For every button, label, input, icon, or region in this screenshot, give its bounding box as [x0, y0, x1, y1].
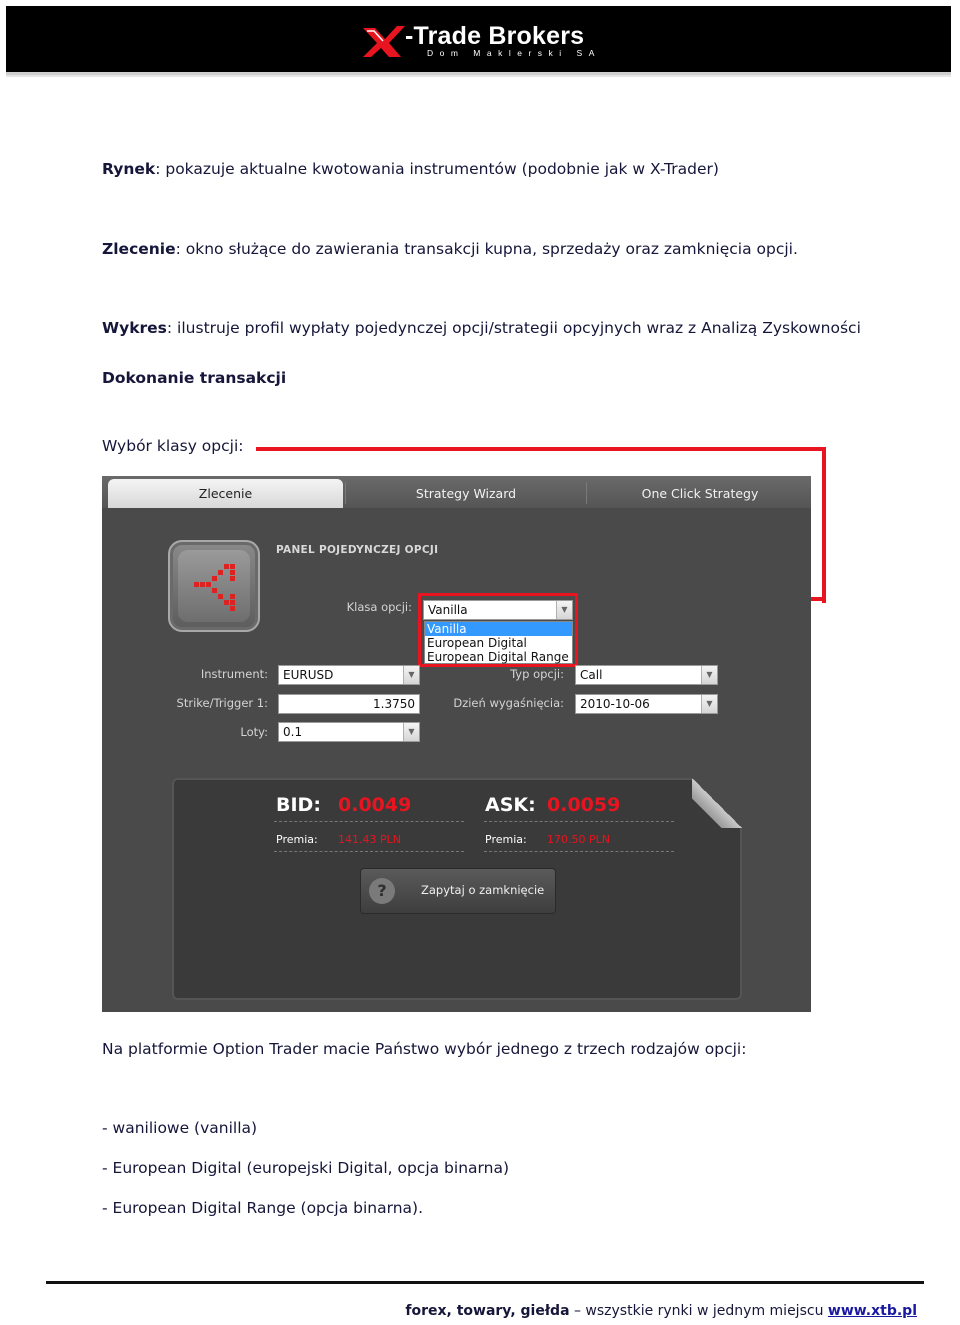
lots-label: Loty: [240, 725, 268, 739]
bid-premium-label: Premia: [276, 833, 318, 846]
platform-intro: Na platformie Option Trader macie Państwo wybór jednego z trzech rodzajów opcji: [102, 1040, 747, 1058]
logo-main-text: -Trade Brokers [405, 22, 585, 50]
divider [484, 851, 674, 852]
request-close-button[interactable] [360, 868, 556, 914]
divider [274, 821, 464, 822]
tab-one-click-strategy[interactable]: One Click Strategy [641, 486, 759, 501]
tab-strategy-wizard[interactable]: Strategy Wizard [415, 486, 517, 501]
ask-value: 0.0059 [547, 794, 621, 816]
lots-select[interactable]: 0.1 ▼ [278, 722, 420, 742]
single-option-panel-icon [168, 540, 260, 632]
request-close-label: Zapytaj o zamknięcie [421, 883, 545, 897]
tab-separator [345, 482, 346, 504]
list-item-european-digital: - European Digital (europejski Digital, opcja binarna) [102, 1159, 509, 1177]
header-bar [6, 6, 951, 72]
footer-bold-text: forex, towary, giełda [405, 1303, 570, 1319]
section-heading: Dokonanie transakcji [102, 369, 287, 387]
class-select[interactable]: Vanilla ▼ [423, 600, 573, 620]
x-logo-icon [361, 24, 407, 58]
bid-premium-value: 141.43 PLN [338, 833, 401, 846]
footer-dash: – [569, 1303, 586, 1319]
rynek-paragraph [102, 160, 719, 178]
wykres-term: Wykres [102, 319, 167, 337]
bid-label: BID: [276, 794, 321, 816]
zlecenie-text: : okno służące do zawierania transakcji kupna, sprzedaży oraz zamknięcia opcji. [175, 240, 798, 258]
list-item-vanilla: - waniliowe (vanilla) [102, 1119, 258, 1137]
callout-line-vertical [822, 447, 826, 603]
footer-divider [46, 1281, 924, 1284]
dropdown-option-vanilla[interactable]: Vanilla [425, 622, 572, 636]
expiry-label: Dzień wygaśnięcia: [453, 696, 564, 710]
dropdown-option-european-digital-range[interactable]: European Digital Range [427, 650, 569, 664]
dropdown-option-european-digital[interactable]: European Digital [427, 636, 527, 650]
ask-premium-value: 170.50 PLN [547, 833, 610, 846]
zlecenie-paragraph [102, 240, 798, 258]
logo-sub-text: Dom Maklerski SA [427, 48, 601, 58]
wykres-text: : ilustruje profil wypłaty pojedynczej opcji/strategii opcyjnych wraz z Analizą Zyskowności [166, 319, 861, 337]
calendar-dropdown-icon[interactable]: ▼ [701, 695, 717, 713]
divider [484, 821, 674, 822]
ask-label: ASK: [485, 794, 536, 816]
page-curl-corner [692, 778, 742, 828]
chevron-down-icon[interactable]: ▼ [556, 601, 572, 619]
tab-bar [102, 476, 811, 508]
instrument-select[interactable]: EURUSD ▼ [278, 665, 420, 685]
option-trader-screenshot [102, 476, 811, 1012]
callout-line-horizontal [256, 447, 826, 451]
divider [274, 851, 464, 852]
rynek-term: Rynek [102, 160, 156, 178]
strike-label: Strike/Trigger 1: [176, 696, 268, 710]
wykres-paragraph [102, 319, 861, 337]
help-icon: ? [369, 878, 395, 904]
type-label: Typ opcji: [510, 667, 564, 681]
bid-value: 0.0049 [338, 794, 412, 816]
type-select[interactable]: Call ▼ [575, 665, 718, 685]
chevron-down-icon[interactable]: ▼ [701, 666, 717, 684]
footer-website-link[interactable]: www.xtb.pl [827, 1303, 917, 1319]
option-class-label: Wybór klasy opcji: [102, 437, 244, 455]
quote-panel [172, 778, 742, 1000]
instrument-label: Instrument: [200, 667, 268, 681]
footer [405, 1303, 917, 1319]
class-label: Klasa opcji: [346, 600, 412, 614]
ask-premium-label: Premia: [485, 833, 527, 846]
footer-normal-text: wszystkie rynki w jednym miejscu [585, 1303, 828, 1319]
strike-input[interactable]: 1.3750 [278, 694, 420, 714]
zlecenie-term: Zlecenie [102, 240, 176, 258]
rynek-text: : pokazuje aktualne kwotowania instrumentów (podobnie jak w X-Trader) [155, 160, 719, 178]
highlight-box [418, 593, 578, 667]
chevron-down-icon[interactable]: ▼ [403, 666, 419, 684]
chevron-down-icon[interactable]: ▼ [403, 723, 419, 741]
tab-zlecenie[interactable]: Zlecenie [108, 479, 343, 508]
expiry-date-picker[interactable]: 2010-10-06 ▼ [575, 694, 718, 714]
panel-title: PANEL POJEDYNCZEJ OPCJI [276, 544, 439, 556]
list-item-european-digital-range: - European Digital Range (opcja binarna). [102, 1199, 424, 1217]
tab-separator [586, 482, 587, 504]
